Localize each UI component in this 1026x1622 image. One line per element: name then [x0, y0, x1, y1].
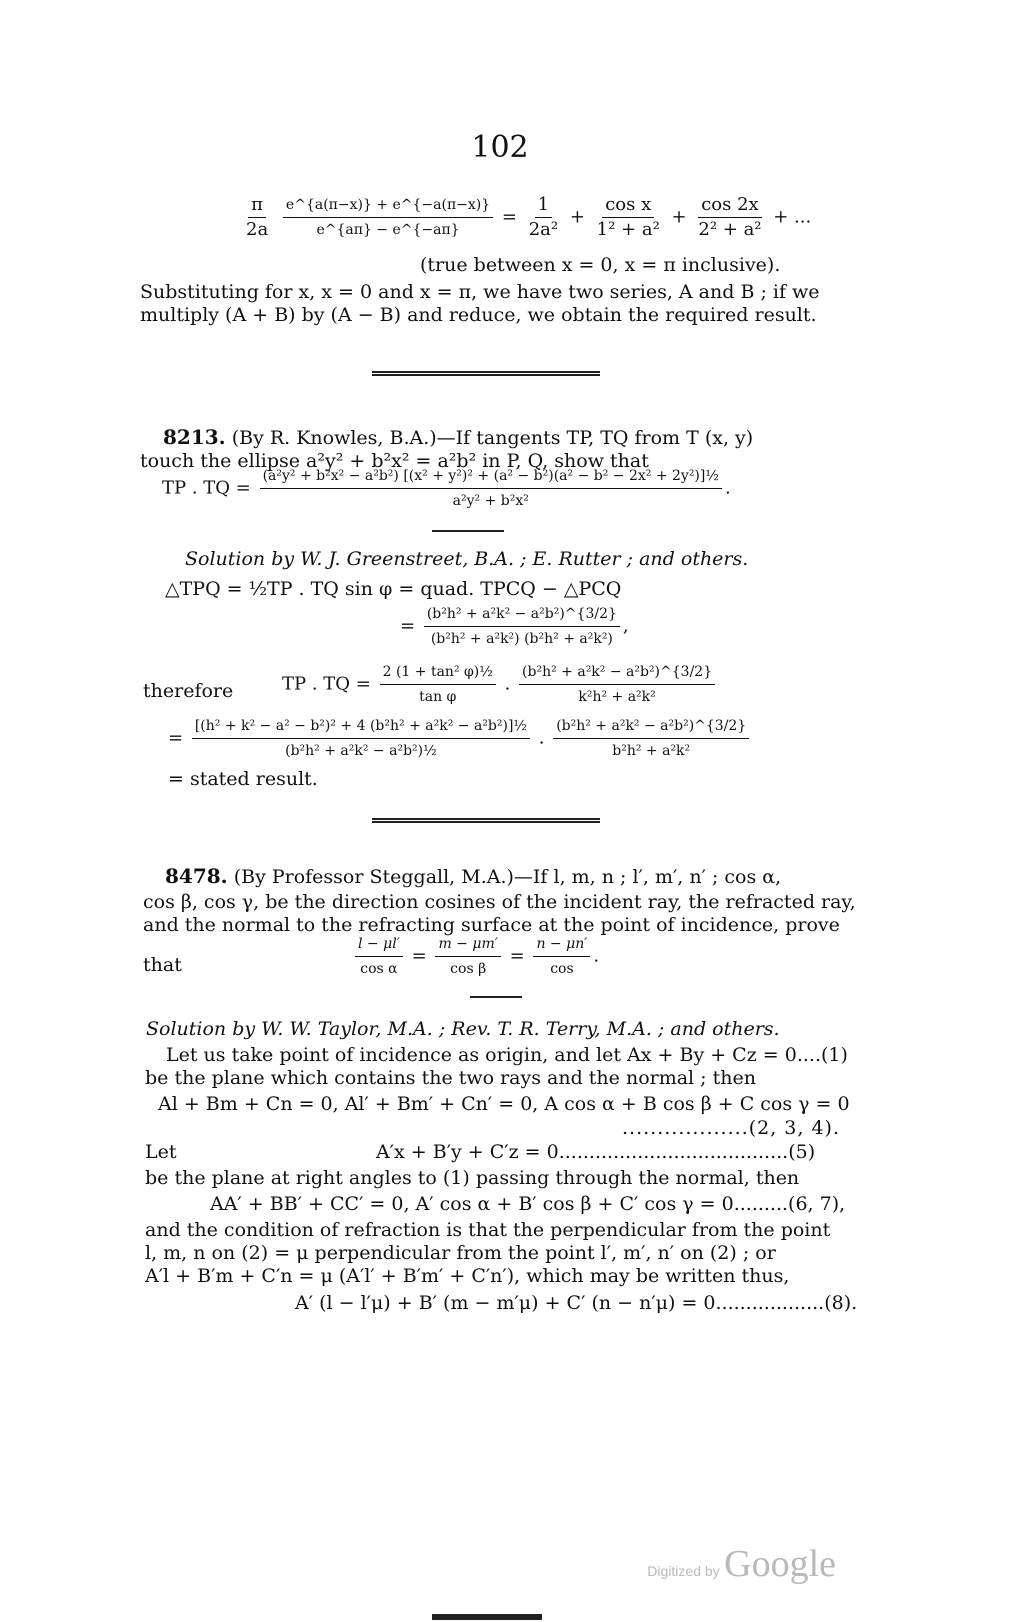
equation-line: A′x + B′y + C′z = 0......................................(5) [376, 1141, 816, 1163]
equation-line: A′ (l − l′μ) + B′ (m − m′μ) + C′ (n − n′μ) = 0..................(8). [295, 1292, 858, 1314]
text-line: touch the ellipse a²y² + b²x² = a²b² in P, Q, show that [140, 450, 649, 472]
short-rule [432, 530, 504, 532]
section-divider [372, 371, 600, 376]
solution-step: = $\frac{\text{(b²h² + a²k² − a²b²)\textasciicircum{}\{3/2\}}}{\text{(b²h² + a²k²) (b²h² + a²k²)}}$ , [400, 606, 629, 647]
let-label: Let [145, 1141, 177, 1163]
google-logo: Google [724, 1543, 836, 1585]
text-line: cos β, cos γ, be the direction cosines of the incident ray, the refracted ray, [143, 891, 856, 913]
digitized-by-google-watermark [647, 1542, 836, 1586]
text-line: be the plane which contains the two rays and the normal ; then [145, 1067, 756, 1089]
bottom-edge-mark [432, 1614, 542, 1620]
that-label: that [143, 954, 182, 976]
text-line: multiply (A + B) by (A − B) and reduce, we obtain the required result. [140, 304, 817, 326]
text-line: Let us take point of incidence as origin, and let Ax + By + Cz = 0....(1) [166, 1044, 848, 1066]
solution-result: = stated result. [168, 768, 318, 790]
condition-text: (true between x = 0, x = π inclusive). [420, 254, 781, 276]
digitized-label: Digitized by [647, 1563, 720, 1579]
text-line: Substituting for x, x = 0 and x = π, we have two series, A and B ; if we [140, 281, 820, 303]
question-byline: (By Professor Steggall, M.A.)—If l, m, n ; l′, m′, n′ ; cos α, [233, 866, 782, 888]
tp-tq-equation: TP . TQ = (a²y² + b²x² − a²b²) [(x² + y²)² + (a² − b²)(a² − b² − 2x² + 2y²)]½ a²y² + b²x² . [162, 468, 731, 509]
text-line: and the normal to the refracting surface at the point of incidence, prove [143, 914, 840, 936]
question-number: 8213. [163, 425, 226, 449]
text-line: be the plane at right angles to (1) passing through the normal, then [145, 1167, 800, 1189]
question-byline: (By R. Knowles, B.A.)—If tangents TP, TQ from T (x, y) [231, 427, 754, 449]
solution-byline: Solution by W. W. Taylor, M.A. ; Rev. T. R. Terry, M.A. ; and others. [146, 1018, 780, 1040]
text-line: A′l + B′m + C′n = μ (A′l′ + B′m′ + C′n′), which may be written thus, [145, 1265, 790, 1287]
solution-step: △TPQ = ½TP . TQ sin φ = quad. TPCQ − △PCQ [165, 578, 622, 600]
solution-step: = $\frac{\text{[(h² + k² − a² − b²)² + 4 (b²h² + a²k² − a²b²)]½}}{\text{(b²h² + a²k² − a²b²)½}}$ . $\frac{\text{(b²h² + a²k² − a²b²)\textasciicircum{}\{3/2\}}}{\text{b²h² + a²k²}}$ [168, 716, 752, 761]
equation-line: AA′ + BB′ + CC′ = 0, A′ cos α + B′ cos β + C′ cos γ = 0.........(6, 7), [210, 1193, 846, 1215]
page-number: 102 [471, 130, 529, 165]
solution-step: TP . TQ = $\frac{\text{2 (1 + tan² φ)½}}{\text{tan φ}}$ . $\frac{\text{(b²h² + a²k² − a²b²)\textasciicircum{}\{3/2\}}}{\text{k²h² + a²k²}}$ [282, 662, 718, 707]
series-equation: $\frac{\pi}{2a}$ $\frac{e\^{}\{a(\pi-x)\} + e\^{}\{-a(\pi-x)\}}{e\^{}\{a\pi\} - e\^{}\{-a\pi\}}$ = $\frac{1}{\text{2a²}}$ + $\frac{\text{cos x}}{\text{1² + a²}}$ + $\frac{\cos 2x}{\text{2² + a²}}$ + ... [246, 194, 812, 240]
question-8478-header [165, 865, 781, 889]
short-rule [470, 996, 522, 998]
question-8213-header [163, 426, 753, 450]
direction-cosine-equation: $\frac{l - \mu l'}{\text{cos α}}$ = $\frac{m - \mu m'}{\text{cos β}}$ = $\frac{n - \mu n'}{\cos}$ . [352, 934, 599, 979]
solution-byline: Solution by W. J. Greenstreet, B.A. ; E. Rutter ; and others. [185, 548, 749, 570]
equation-ref: ..................(2, 3, 4). [622, 1117, 840, 1139]
text-line: l, m, n on (2) = μ perpendicular from the point l′, m′, n′ on (2) ; or [145, 1242, 776, 1264]
equation-line: Al + Bm + Cn = 0, Al′ + Bm′ + Cn′ = 0, A cos α + B cos β + C cos γ = 0 [158, 1093, 850, 1115]
question-number: 8478. [165, 864, 228, 888]
therefore-label: therefore [143, 680, 234, 702]
text-line: and the condition of refraction is that the perpendicular from the point [145, 1219, 831, 1241]
section-divider [372, 818, 600, 823]
